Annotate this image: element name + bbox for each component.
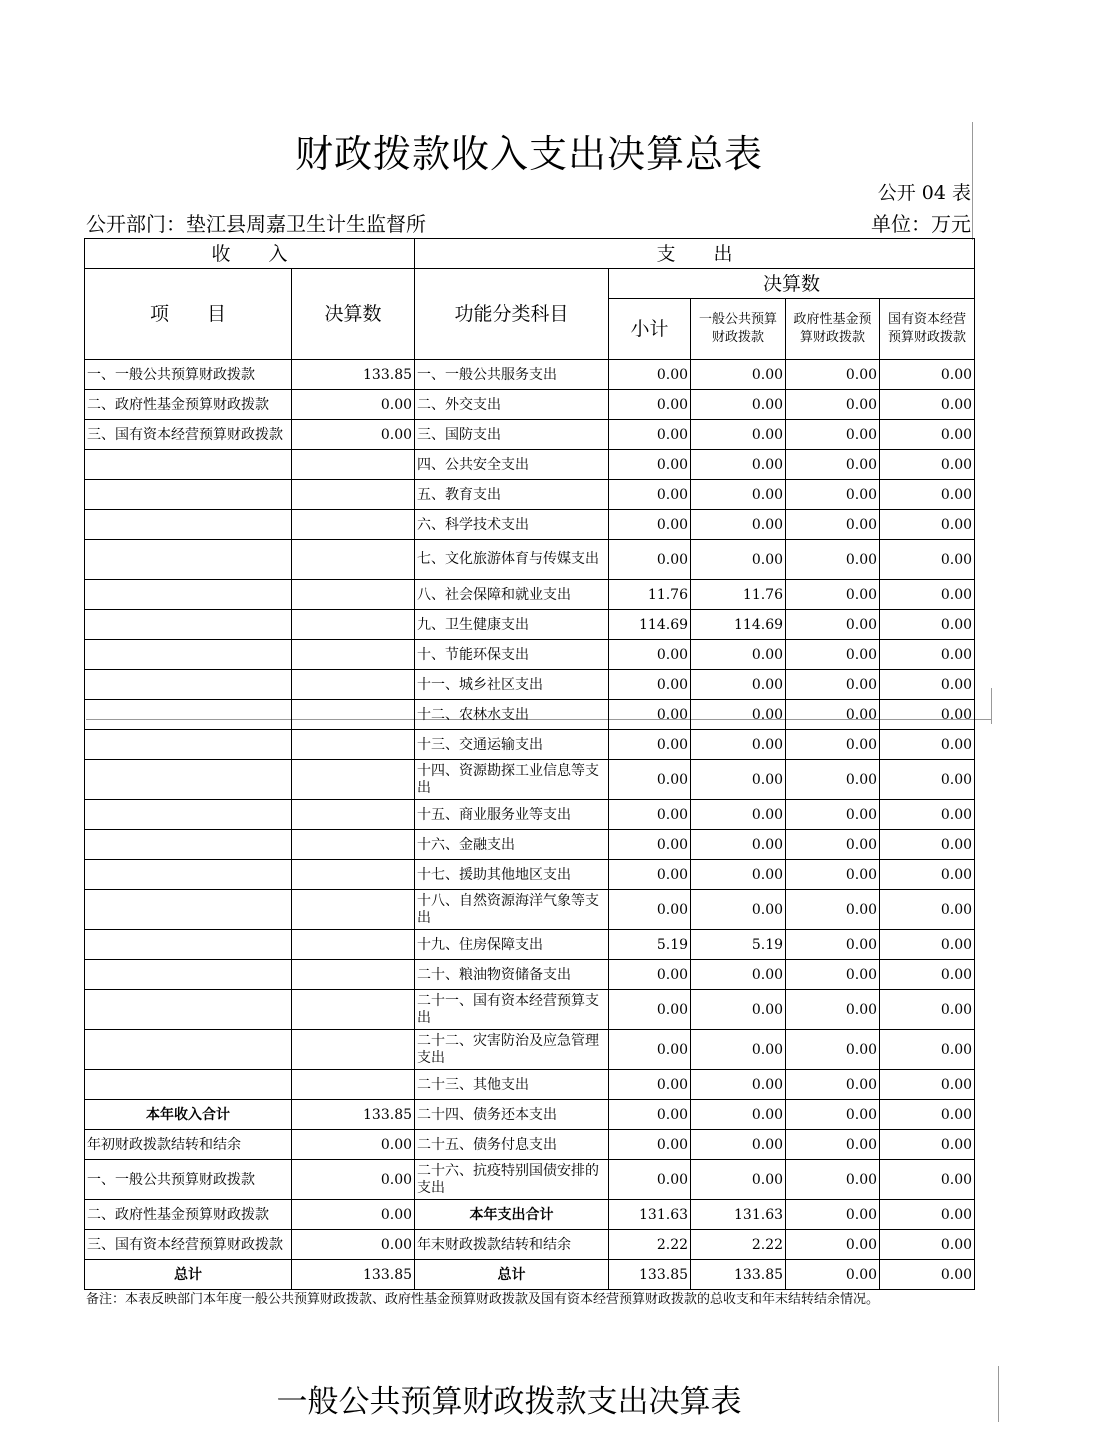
income-item-cell [85,540,292,580]
subtotal-cell: 131.63 [609,1200,691,1230]
gov-fund-cell: 0.00 [786,700,880,730]
general-public-cell: 0.00 [691,1070,786,1100]
gov-fund-cell: 0.00 [786,450,880,480]
table-row [85,860,975,890]
table-code: 公开 04 表 [877,182,971,204]
subtotal-cell: 11.76 [609,580,691,610]
income-amount-cell [292,510,415,540]
subtotal-cell: 0.00 [609,450,691,480]
next-table-title: 一般公共预算财政拨款支出决算表 [276,1384,742,1420]
general-public-cell: 114.69 [691,610,786,640]
gov-fund-cell: 0.00 [786,510,880,540]
budget-amount-header: 决算数 [609,269,975,299]
budget-summary-table [84,238,975,1290]
subtotal-cell: 0.00 [609,640,691,670]
item-column-header: 项 目 [85,269,292,360]
income-amount-cell: 133.85 [292,360,415,390]
table-row [85,830,975,860]
income-amount-cell: 0.00 [292,1160,415,1200]
department-label: 公开部门：垫江县周嘉卫生计生监督所 [86,212,426,236]
table-row [85,1030,975,1070]
state-capital-cell: 0.00 [880,640,975,670]
gov-fund-cell: 0.00 [786,640,880,670]
state-capital-cell: 0.00 [880,1230,975,1260]
table-row [85,510,975,540]
state-capital-cell: 0.00 [880,1200,975,1230]
expense-item-cell: 本年支出合计 [415,1200,609,1230]
general-public-cell: 0.00 [691,730,786,760]
expense-item-cell: 二十、粮油物资储备支出 [415,960,609,990]
subtotal-cell: 0.00 [609,420,691,450]
subtotal-cell: 0.00 [609,800,691,830]
gov-fund-cell: 0.00 [786,670,880,700]
state-capital-cell: 0.00 [880,860,975,890]
income-amount-cell [292,930,415,960]
subtotal-cell: 2.22 [609,1230,691,1260]
general-public-cell: 0.00 [691,510,786,540]
expense-item-cell: 十六、金融支出 [415,830,609,860]
table-row [85,800,975,830]
expense-item-cell: 十七、援助其他地区支出 [415,860,609,890]
subtotal-cell: 0.00 [609,960,691,990]
income-item-cell [85,960,292,990]
table-row [85,360,975,390]
income-amount-cell: 0.00 [292,1200,415,1230]
header-row [85,269,975,299]
expense-item-cell: 一、一般公共服务支出 [415,360,609,390]
income-item-cell: 二、政府性基金预算财政拨款 [85,1200,292,1230]
table-row [85,930,975,960]
page-edge-line [991,688,992,724]
expense-item-cell: 二十二、灾害防治及应急管理支出 [415,1030,609,1070]
gov-fund-cell: 0.00 [786,830,880,860]
state-capital-cell: 0.00 [880,1160,975,1200]
state-capital-cell: 0.00 [880,360,975,390]
expense-item-cell: 五、教育支出 [415,480,609,510]
state-capital-cell: 0.00 [880,510,975,540]
gov-fund-cell: 0.00 [786,800,880,830]
subtotal-cell: 0.00 [609,670,691,700]
state-capital-cell: 0.00 [880,990,975,1030]
income-amount-cell [292,610,415,640]
table-row [85,1200,975,1230]
subtotal-cell: 0.00 [609,890,691,930]
general-public-cell: 0.00 [691,540,786,580]
expense-item-cell: 十、节能环保支出 [415,640,609,670]
expense-item-cell: 十九、住房保障支出 [415,930,609,960]
func-category-column-header: 功能分类科目 [415,269,609,360]
expense-item-cell: 八、社会保障和就业支出 [415,580,609,610]
table-row [85,420,975,450]
state-capital-cell: 0.00 [880,890,975,930]
page-title: 财政拨款收入支出决算总表 [294,132,763,176]
gov-fund-cell: 0.00 [786,760,880,800]
state-capital-cell: 0.00 [880,420,975,450]
state-capital-cell: 0.00 [880,670,975,700]
unit-label: 单位：万元 [871,212,971,236]
gov-fund-cell: 0.00 [786,860,880,890]
expense-item-cell: 十八、自然资源海洋气象等支出 [415,890,609,930]
general-public-cell: 0.00 [691,480,786,510]
income-amount-cell: 0.00 [292,420,415,450]
income-amount-cell [292,830,415,860]
general-public-cell: 0.00 [691,1030,786,1070]
table-row [85,1160,975,1200]
general-public-cell: 5.19 [691,930,786,960]
expense-item-cell: 二十三、其他支出 [415,1070,609,1100]
general-public-cell: 0.00 [691,1160,786,1200]
income-item-cell: 一、一般公共预算财政拨款 [85,1160,292,1200]
subtotal-cell: 0.00 [609,360,691,390]
gov-fund-cell: 0.00 [786,1100,880,1130]
income-item-cell [85,670,292,700]
table-row [85,1100,975,1130]
expense-item-cell: 十一、城乡社区支出 [415,670,609,700]
state-capital-cell: 0.00 [880,700,975,730]
table-row [85,1260,975,1290]
income-amount-cell [292,800,415,830]
income-amount-cell [292,480,415,510]
general-public-cell: 0.00 [691,360,786,390]
subtotal-cell: 0.00 [609,730,691,760]
gov-fund-cell: 0.00 [786,360,880,390]
page-edge-line [998,1366,999,1422]
income-item-cell [85,640,292,670]
general-public-cell: 131.63 [691,1200,786,1230]
expense-item-cell: 总计 [415,1260,609,1290]
gov-fund-cell: 0.00 [786,540,880,580]
income-item-cell: 年初财政拨款结转和结余 [85,1130,292,1160]
table-row [85,670,975,700]
state-capital-cell: 0.00 [880,540,975,580]
income-item-cell [85,930,292,960]
state-capital-cell: 0.00 [880,450,975,480]
income-amount-cell: 0.00 [292,1230,415,1260]
income-amount-cell [292,730,415,760]
table-row [85,990,975,1030]
expense-item-cell: 七、文化旅游体育与传媒支出 [415,540,609,580]
state-capital-cell: 0.00 [880,760,975,800]
income-item-cell [85,580,292,610]
income-item-cell [85,510,292,540]
state-capital-column-header: 国有资本经营预算财政拨款 [880,299,975,360]
state-capital-cell: 0.00 [880,930,975,960]
income-item-cell [85,1030,292,1070]
subtotal-cell: 0.00 [609,1130,691,1160]
table-row [85,1070,975,1100]
income-item-cell [85,450,292,480]
expense-item-cell: 二十五、债务付息支出 [415,1130,609,1160]
gov-fund-cell: 0.00 [786,1130,880,1160]
state-capital-cell: 0.00 [880,800,975,830]
gov-fund-cell: 0.00 [786,1030,880,1070]
income-amount-cell: 0.00 [292,1130,415,1160]
gov-fund-cell: 0.00 [786,580,880,610]
income-amount-cell [292,540,415,580]
state-capital-cell: 0.00 [880,480,975,510]
income-item-cell [85,700,292,730]
income-amount-cell: 133.85 [292,1100,415,1130]
table-row [85,580,975,610]
general-public-cell: 133.85 [691,1260,786,1290]
income-item-cell [85,890,292,930]
income-item-cell: 二、政府性基金预算财政拨款 [85,390,292,420]
expense-item-cell: 十二、农林水支出 [415,700,609,730]
general-public-cell: 0.00 [691,830,786,860]
subtotal-column-header: 小计 [609,299,691,360]
income-amount-cell: 0.00 [292,390,415,420]
expense-item-cell: 十三、交通运输支出 [415,730,609,760]
subtotal-cell: 0.00 [609,1030,691,1070]
state-capital-cell: 0.00 [880,1100,975,1130]
general-public-cell: 0.00 [691,420,786,450]
general-public-cell: 0.00 [691,670,786,700]
expense-item-cell: 二十四、债务还本支出 [415,1100,609,1130]
expense-item-cell: 二、外交支出 [415,390,609,420]
income-item-cell [85,830,292,860]
general-public-cell: 11.76 [691,580,786,610]
subtotal-cell: 0.00 [609,830,691,860]
general-public-cell: 0.00 [691,890,786,930]
income-item-cell [85,1070,292,1100]
general-public-cell: 0.00 [691,390,786,420]
state-capital-cell: 0.00 [880,1070,975,1100]
expense-item-cell: 十五、商业服务业等支出 [415,800,609,830]
general-public-cell: 0.00 [691,960,786,990]
expense-item-cell: 六、科学技术支出 [415,510,609,540]
subtotal-cell: 0.00 [609,1100,691,1130]
general-public-cell: 0.00 [691,450,786,480]
header-row [85,239,975,269]
subtotal-cell: 133.85 [609,1260,691,1290]
gov-fund-cell: 0.00 [786,1230,880,1260]
gov-fund-cell: 0.00 [786,730,880,760]
expense-item-cell: 九、卫生健康支出 [415,610,609,640]
general-public-cell: 0.00 [691,1100,786,1130]
income-item-cell [85,860,292,890]
table-row [85,450,975,480]
state-capital-cell: 0.00 [880,610,975,640]
subtotal-cell: 0.00 [609,540,691,580]
expense-item-cell: 二十一、国有资本经营预算支出 [415,990,609,1030]
state-capital-cell: 0.00 [880,1030,975,1070]
table-row [85,390,975,420]
income-item-cell: 三、国有资本经营预算财政拨款 [85,1230,292,1260]
state-capital-cell: 0.00 [880,1130,975,1160]
subtotal-cell: 0.00 [609,760,691,800]
income-header: 收 入 [85,239,415,269]
general-public-cell: 2.22 [691,1230,786,1260]
table-row [85,960,975,990]
gov-fund-column-header: 政府性基金预算财政拨款 [786,299,880,360]
income-amount-cell [292,890,415,930]
gov-fund-cell: 0.00 [786,1260,880,1290]
table-row [85,480,975,510]
gov-fund-cell: 0.00 [786,990,880,1030]
income-item-cell [85,730,292,760]
state-capital-cell: 0.00 [880,1260,975,1290]
income-amount-cell [292,860,415,890]
state-capital-cell: 0.00 [880,390,975,420]
income-item-cell: 三、国有资本经营预算财政拨款 [85,420,292,450]
income-item-cell: 一、一般公共预算财政拨款 [85,360,292,390]
subtotal-cell: 0.00 [609,990,691,1030]
state-capital-cell: 0.00 [880,830,975,860]
income-amount-cell [292,960,415,990]
table-row [85,610,975,640]
gov-fund-cell: 0.00 [786,890,880,930]
general-public-cell: 0.00 [691,990,786,1030]
subtotal-cell: 0.00 [609,510,691,540]
income-item-cell [85,800,292,830]
gov-fund-cell: 0.00 [786,480,880,510]
income-amount-cell [292,1070,415,1100]
state-capital-cell: 0.00 [880,580,975,610]
subtotal-cell: 0.00 [609,1070,691,1100]
gov-fund-cell: 0.00 [786,1070,880,1100]
subtotal-cell: 114.69 [609,610,691,640]
expense-item-cell: 十四、资源勘探工业信息等支出 [415,760,609,800]
gov-fund-cell: 0.00 [786,1160,880,1200]
expense-item-cell: 四、公共安全支出 [415,450,609,480]
footnote: 备注：本表反映部门本年度一般公共预算财政拨款、政府性基金预算财政拨款及国有资本经营预算财政拨款的总收支和年末结转结余情况。 [86,1292,880,1307]
table-row [85,730,975,760]
expense-item-cell: 二十六、抗疫特别国债安排的支出 [415,1160,609,1200]
gov-fund-cell: 0.00 [786,960,880,990]
table-row [85,760,975,800]
general-public-cell: 0.00 [691,860,786,890]
table-row [85,540,975,580]
income-amount-cell [292,760,415,800]
income-amount-cell [292,580,415,610]
expense-item-cell: 年末财政拨款结转和结余 [415,1230,609,1260]
general-public-cell: 0.00 [691,800,786,830]
income-item-cell [85,760,292,800]
state-capital-cell: 0.00 [880,730,975,760]
gov-fund-cell: 0.00 [786,610,880,640]
table-row [85,640,975,670]
gov-fund-cell: 0.00 [786,930,880,960]
income-item-cell: 本年收入合计 [85,1100,292,1130]
gov-fund-cell: 0.00 [786,420,880,450]
subtotal-cell: 0.00 [609,1160,691,1200]
general-public-cell: 0.00 [691,640,786,670]
general-public-cell: 0.00 [691,1130,786,1160]
table-row [85,700,975,730]
income-amount-cell: 133.85 [292,1260,415,1290]
gov-fund-cell: 0.00 [786,1200,880,1230]
amount-column-header: 决算数 [292,269,415,360]
gov-fund-cell: 0.00 [786,390,880,420]
expense-header: 支 出 [415,239,975,269]
state-capital-cell: 0.00 [880,960,975,990]
table-row [85,1130,975,1160]
expense-item-cell: 三、国防支出 [415,420,609,450]
page-edge-line [972,122,973,240]
income-amount-cell [292,670,415,700]
income-amount-cell [292,450,415,480]
income-amount-cell [292,990,415,1030]
subtotal-cell: 0.00 [609,700,691,730]
subtotal-cell: 0.00 [609,480,691,510]
subtotal-cell: 0.00 [609,390,691,420]
income-item-cell [85,990,292,1030]
table-row [85,890,975,930]
income-item-cell [85,480,292,510]
income-item-cell [85,610,292,640]
table-row [85,1230,975,1260]
subtotal-cell: 0.00 [609,860,691,890]
general-public-cell: 0.00 [691,700,786,730]
income-amount-cell [292,640,415,670]
income-amount-cell [292,700,415,730]
general-public-cell: 0.00 [691,760,786,800]
income-amount-cell [292,1030,415,1070]
income-item-cell: 总计 [85,1260,292,1290]
subtotal-cell: 5.19 [609,930,691,960]
general-public-column-header: 一般公共预算财政拨款 [691,299,786,360]
